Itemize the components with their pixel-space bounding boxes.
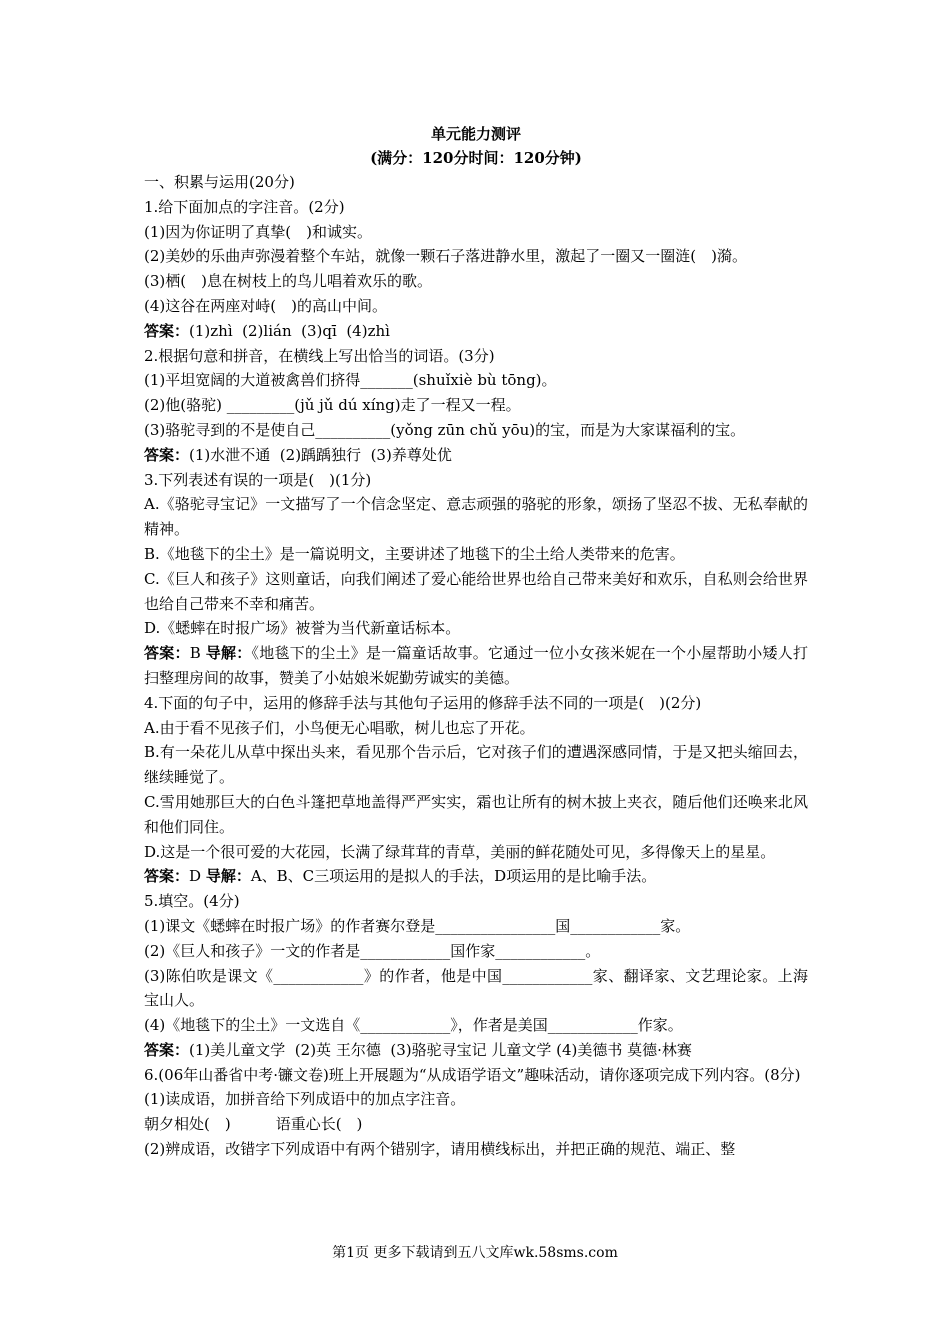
text-line [144, 368, 808, 393]
explanation-label: 导解： [205, 867, 251, 886]
line-text: (1)zhì (2)lián (3)qī (4)zhì [189, 321, 390, 340]
line-text: (4)《地毯下的尘土》一文选自《____________》，作者是美国____________作家。 [144, 1016, 683, 1035]
line-text: (2)《巨人和孩子》一文的作者是____________国作家____________。 [144, 941, 601, 960]
text-line [144, 170, 808, 195]
line-text: (1)平坦宽阔的大道被禽兽们挤得_______(shuǐxiè bù tōng)。 [144, 371, 557, 390]
explanation-text: 《地毯下的尘土》是一篇童话故事。它通过一位小女孩米妮在一个小屋帮助小矮人打扫整理房间的故事，赞美了小姑娘米妮勤劳诚实的美德。 [144, 644, 808, 687]
text-line [144, 468, 808, 493]
text-line [144, 691, 808, 716]
answer-line [144, 864, 808, 889]
line-text: (2)辨成语，改错字下列成语中有两个错别字，请用横线标出，并把正确的规范、端正、整 [144, 1140, 736, 1159]
text-line [144, 542, 808, 567]
text-line [144, 939, 808, 964]
line-text: (1)课文《蟋蟀在时报广场》的作者赛尔登是________________国____________家。 [144, 916, 691, 935]
line-text: 4.下面的句子中，运用的修辞手法与其他句子运用的修辞手法不同的一项是( )(2分) [144, 693, 702, 712]
text-line [144, 220, 808, 245]
text-line [144, 914, 808, 939]
line-text: A.由于看不见孩子们，小鸟便无心唱歌，树儿也忘了开花。 [144, 718, 535, 737]
text-line [144, 1063, 808, 1088]
document-body [144, 122, 808, 1162]
line-text: (1)读成语，加拼音给下列成语中的加点字注音。 [144, 1090, 466, 1109]
text-line [144, 492, 808, 542]
explanation-label: 导解： [205, 644, 252, 663]
line-text: (1)美儿童文学 (2)英 王尔德 (3)骆驼寻宝记 儿童文学 (4)美德书 莫德·林赛 [189, 1040, 692, 1059]
line-text: C.《巨人和孩子》这则童话，向我们阐述了爱心能给世界也给自己带来美好和欢乐，自私则会给世界也给自己带来不幸和痛苦。 [144, 569, 808, 613]
answer-label: 答案： [144, 867, 190, 886]
line-text: B.《地毯下的尘土》是一篇说明文，主要讲述了地毯下的尘土给人类带来的危害。 [144, 544, 685, 563]
explanation-text: A、B、C三项运用的是拟人的手法，D项运用的是比喻手法。 [250, 867, 657, 886]
line-text: D [189, 867, 206, 886]
text-line [144, 616, 808, 641]
text-line [144, 840, 808, 865]
text-line [144, 740, 808, 790]
answer-label: 答案： [144, 644, 190, 663]
text-line [144, 790, 808, 840]
line-text: (1)水泄不通 (2)踽踽独行 (3)养尊处优 [189, 445, 452, 464]
answer-label: 答案： [144, 321, 190, 340]
text-line [144, 1112, 808, 1137]
line-text: B.有一朵花儿从草中探出头来，看见那个告示后，它对孩子们的遭遇深感同情，于是又把头缩回去，继续睡觉了。 [144, 743, 808, 787]
line-text: 1.给下面加点的字注音。(2分) [144, 197, 345, 216]
text-line [144, 418, 808, 443]
answer-line [144, 443, 808, 468]
text-line [144, 244, 808, 269]
text-line [144, 1087, 808, 1112]
line-text: D.这是一个很可爱的大花园，长满了绿茸茸的青草，美丽的鲜花随处可见，多得像天上的星星。 [144, 842, 776, 861]
line-text: C.雪用她那巨大的白色斗篷把草地盖得严严实实，霜也让所有的树木披上夹衣，随后他们还唤来北风和他们同住。 [144, 792, 808, 836]
line-text: 一、积累与运用(20分) [144, 173, 295, 191]
text-line [144, 1137, 808, 1162]
text-line [144, 344, 808, 369]
text-line [144, 889, 808, 914]
text-line [144, 195, 808, 220]
page-footer: 第1页 更多下载请到五八文库wk.58sms.com [332, 1245, 618, 1261]
line-text: (2)美妙的乐曲声弥漫着整个车站，就像一颗石子落进静水里，激起了一圈又一圈涟( )漪。 [144, 247, 747, 266]
line-text: D.《蟋蟀在时报广场》被誉为当代新童话标本。 [144, 619, 461, 638]
line-text: (4)这谷在两座对峙( )的高山中间。 [144, 296, 387, 315]
answer-line [144, 319, 808, 344]
line-text: (3)栖( )息在树枝上的鸟儿唱着欢乐的歌。 [144, 272, 432, 291]
answer-label: 答案： [144, 1040, 190, 1059]
line-text: 2.根据句意和拼音，在横线上写出恰当的词语。(3分) [144, 346, 495, 365]
answer-label: 答案： [144, 445, 190, 464]
text-line [144, 716, 808, 741]
text-line [144, 964, 808, 1014]
line-text: A.《骆驼寻宝记》一文描写了一个信念坚定、意志顽强的骆驼的形象，颂扬了坚忍不拔、无私奉献的精神。 [144, 495, 808, 539]
line-text: (3)陈伯吹是课文《____________》的作者，他是中国____________家、翻译家、文艺理论家。上海宝山人。 [144, 966, 808, 1010]
page-subtitle: (满分：120分时间：120分钟) [370, 149, 582, 167]
answer-line [144, 1038, 808, 1063]
text-line [144, 1013, 808, 1038]
content-lines [144, 170, 808, 1162]
text-line [144, 393, 808, 418]
text-line [144, 567, 808, 617]
line-text: 6.(06年山番省中考·镰文卷)班上开展题为“从成语学语文”趣味活动，请你逐项完成下列内容。(8分) [144, 1065, 801, 1084]
line-text: 朝夕相处( ) 语重心长( ) [144, 1115, 363, 1134]
line-text: 3.下列表述有误的一项是( )(1分) [144, 470, 372, 489]
page-title: 单元能力测评 [430, 125, 521, 143]
line-text: (3)骆驼寻到的不是使自己__________(yǒng zūn chǔ yōu)的宝，而是为大家谋福利的宝。 [144, 420, 746, 439]
line-text: (1)因为你证明了真挚( )和诚实。 [144, 222, 372, 241]
line-text: 5.填空。(4分) [144, 892, 240, 911]
text-line [144, 269, 808, 294]
text-line [144, 294, 808, 319]
line-text: B [189, 644, 206, 663]
answer-line [144, 641, 808, 691]
line-text: (2)他(骆驼) _________(jǔ jǔ dú xíng)走了一程又一程。 [144, 396, 521, 415]
